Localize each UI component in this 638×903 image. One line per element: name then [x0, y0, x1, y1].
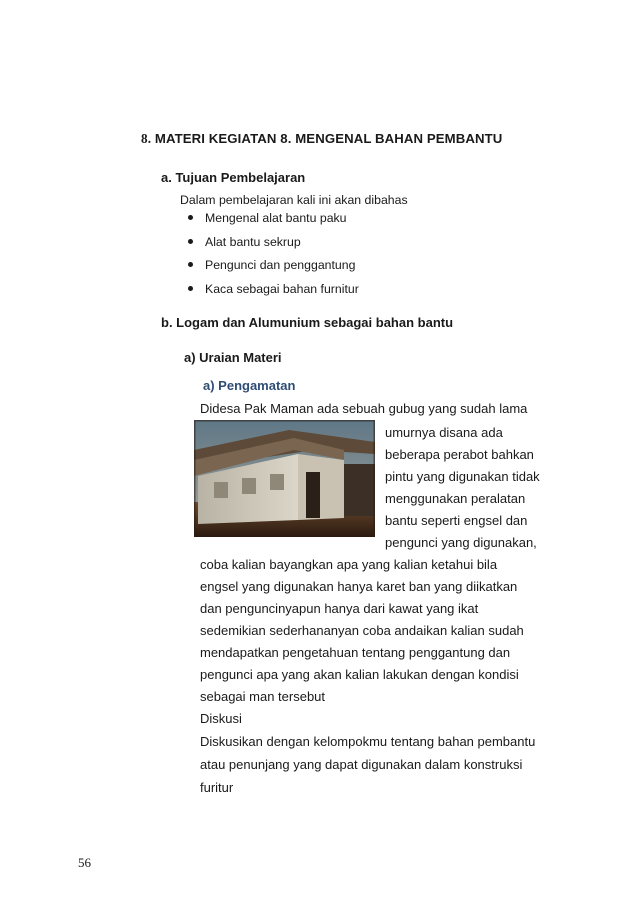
section-title: MATERI KEGIATAN 8. MENGENAL BAHAN PEMBANTU [154, 131, 503, 146]
list-item: Kaca sebagai bahan furnitur [182, 279, 359, 303]
page-number: 56 [78, 855, 91, 870]
list-item: Alat bantu sekrup [182, 232, 359, 256]
paragraph-line: atau penunjang yang dapat digunakan dalam konstruksi [200, 757, 523, 772]
diskusi-label: Diskusi [200, 711, 242, 726]
paragraph-line: sebagai man tersebut [200, 689, 326, 704]
section-number: 8. [141, 131, 152, 146]
paragraph-line: mendapatkan pengetahuan tentang penggantung dan [200, 645, 511, 660]
bullet-icon [188, 286, 193, 291]
section-heading [141, 131, 502, 147]
hut-illustration [194, 420, 375, 537]
paragraph-line: menggunakan peralatan [385, 491, 526, 506]
paragraph-line: Didesa Pak Maman ada sebuah gubug yang sudah lama [200, 401, 528, 416]
intro-text: Dalam pembelajaran kali ini akan dibahas [180, 193, 408, 207]
list-item: Pengunci dan penggantung [182, 255, 359, 279]
bullet-icon [188, 215, 193, 220]
paragraph-line: pintu yang digunakan tidak [385, 469, 540, 484]
objective-list [182, 208, 359, 302]
paragraph-line: furitur [200, 780, 234, 795]
paragraph-line: pengunci apa yang akan kalian lakukan dengan kondisi [200, 667, 519, 682]
bullet-icon [188, 262, 193, 267]
paragraph-line: umurnya disana ada [385, 425, 503, 440]
hut-photo [194, 420, 375, 537]
paragraph-line: coba kalian bayangkan apa yang kalian ketahui bila [200, 557, 498, 572]
subheading-logam: b. Logam dan Alumunium sebagai bahan bantu [161, 315, 454, 330]
paragraph-line: dan penguncinyapun hanya dari kawat yang ikat [200, 601, 479, 616]
paragraph-line: pengunci yang digunakan, [385, 535, 537, 550]
subheading-uraian: a) Uraian Materi [184, 350, 282, 365]
paragraph-line: engsel yang digunakan hanya karet ban yang diikatkan [200, 579, 518, 594]
list-item: Mengenal alat bantu paku [182, 208, 359, 232]
paragraph-line: Diskusikan dengan kelompokmu tentang bahan pembantu [200, 734, 536, 749]
paragraph-line: sedemikian sederhananyan coba andaikan kalian sudah [200, 623, 524, 638]
subheading-pengamatan: a) Pengamatan [203, 378, 296, 393]
paragraph-line: beberapa perabot bahkan [385, 447, 534, 462]
bullet-icon [188, 239, 193, 244]
subheading-tujuan: a. Tujuan Pembelajaran [161, 170, 306, 185]
paragraph-line: bantu seperti engsel dan [385, 513, 528, 528]
